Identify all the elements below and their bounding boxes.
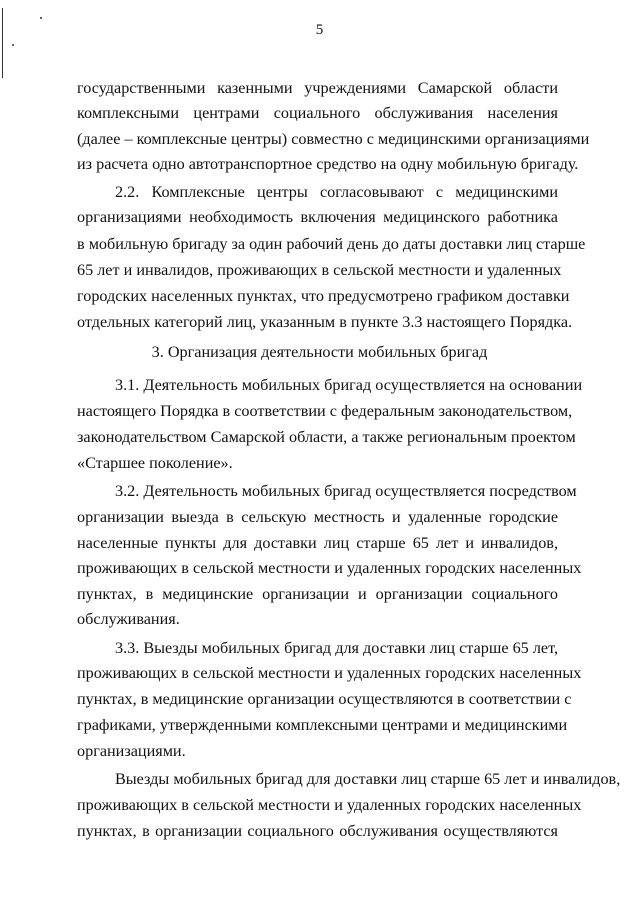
scan-margin-mark	[2, 8, 3, 78]
text-line: 3.3. Выезды мобильных бригад для доставки лиц старше 65 лет,	[115, 639, 558, 657]
text-line: организациями необходимость включения медицинского работника	[77, 208, 558, 226]
text-line: (далее – комплексные центры) совместно с медицинскими организациями	[77, 130, 590, 148]
text-line: настоящего Порядка в соответствии с федеральным законодательством,	[77, 402, 573, 420]
text-line: организации выезда в сельскую местность и удаленные городские	[77, 508, 558, 526]
text-line: графиками, утвержденными комплексными центрами и медицинскими	[77, 716, 568, 734]
text-line: пунктах, в медицинские организации осуществляются в соответствии с	[77, 690, 572, 708]
text-line: в мобильную бригаду за один рабочий день до даты доставки лиц старше	[77, 235, 586, 253]
text-line: 3.2. Деятельность мобильных бригад осуществляется посредством	[115, 482, 577, 500]
text-line: отдельных категорий лиц, указанным в пункте 3.3 настоящего Порядка.	[77, 313, 573, 331]
text-line: населенные пункты для доставки лиц старше 65 лет и инвалидов,	[77, 534, 558, 552]
text-line: проживающих в сельской местности и удаленных городских населенных	[77, 796, 582, 814]
page-number: 5	[315, 22, 324, 38]
text-line: «Старшее поколение».	[77, 454, 233, 472]
scan-speck	[12, 44, 14, 46]
text-line: комплексными центрами социального обслуживания населения	[77, 104, 558, 122]
section-heading: 3. Организация деятельности мобильных бригад	[151, 343, 488, 361]
text-line: пунктах, в организации социального обслуживания осуществляются	[77, 822, 558, 840]
text-line: 3.1. Деятельность мобильных бригад осуществляется на основании	[115, 376, 583, 394]
text-line: организациями.	[77, 742, 186, 760]
text-line: государственными казенными учреждениями Самарской области	[77, 79, 558, 97]
text-line: обслуживания.	[77, 610, 180, 628]
text-line: проживающих в сельской местности и удаленных городских населенных	[77, 559, 582, 577]
text-line: пунктах, в медицинские организации и организации социального	[77, 585, 558, 603]
text-line: 65 лет и инвалидов, проживающих в сельской местности и удаленных	[77, 261, 562, 279]
text-line: городских населенных пунктах, что предусмотрено графиком доставки	[77, 287, 570, 305]
text-line: проживающих в сельской местности и удаленных городских населенных	[77, 664, 582, 682]
text-line: из расчета одно автотранспортное средство на одну мобильную бригаду.	[77, 155, 579, 173]
scan-speck	[40, 17, 42, 19]
text-line: 2.2. Комплексные центры согласовывают с медицинскими	[115, 183, 558, 201]
text-line: Выезды мобильных бригад для доставки лиц старше 65 лет и инвалидов,	[115, 770, 621, 788]
text-line: законодательством Самарской области, а также региональным проектом	[77, 428, 576, 446]
